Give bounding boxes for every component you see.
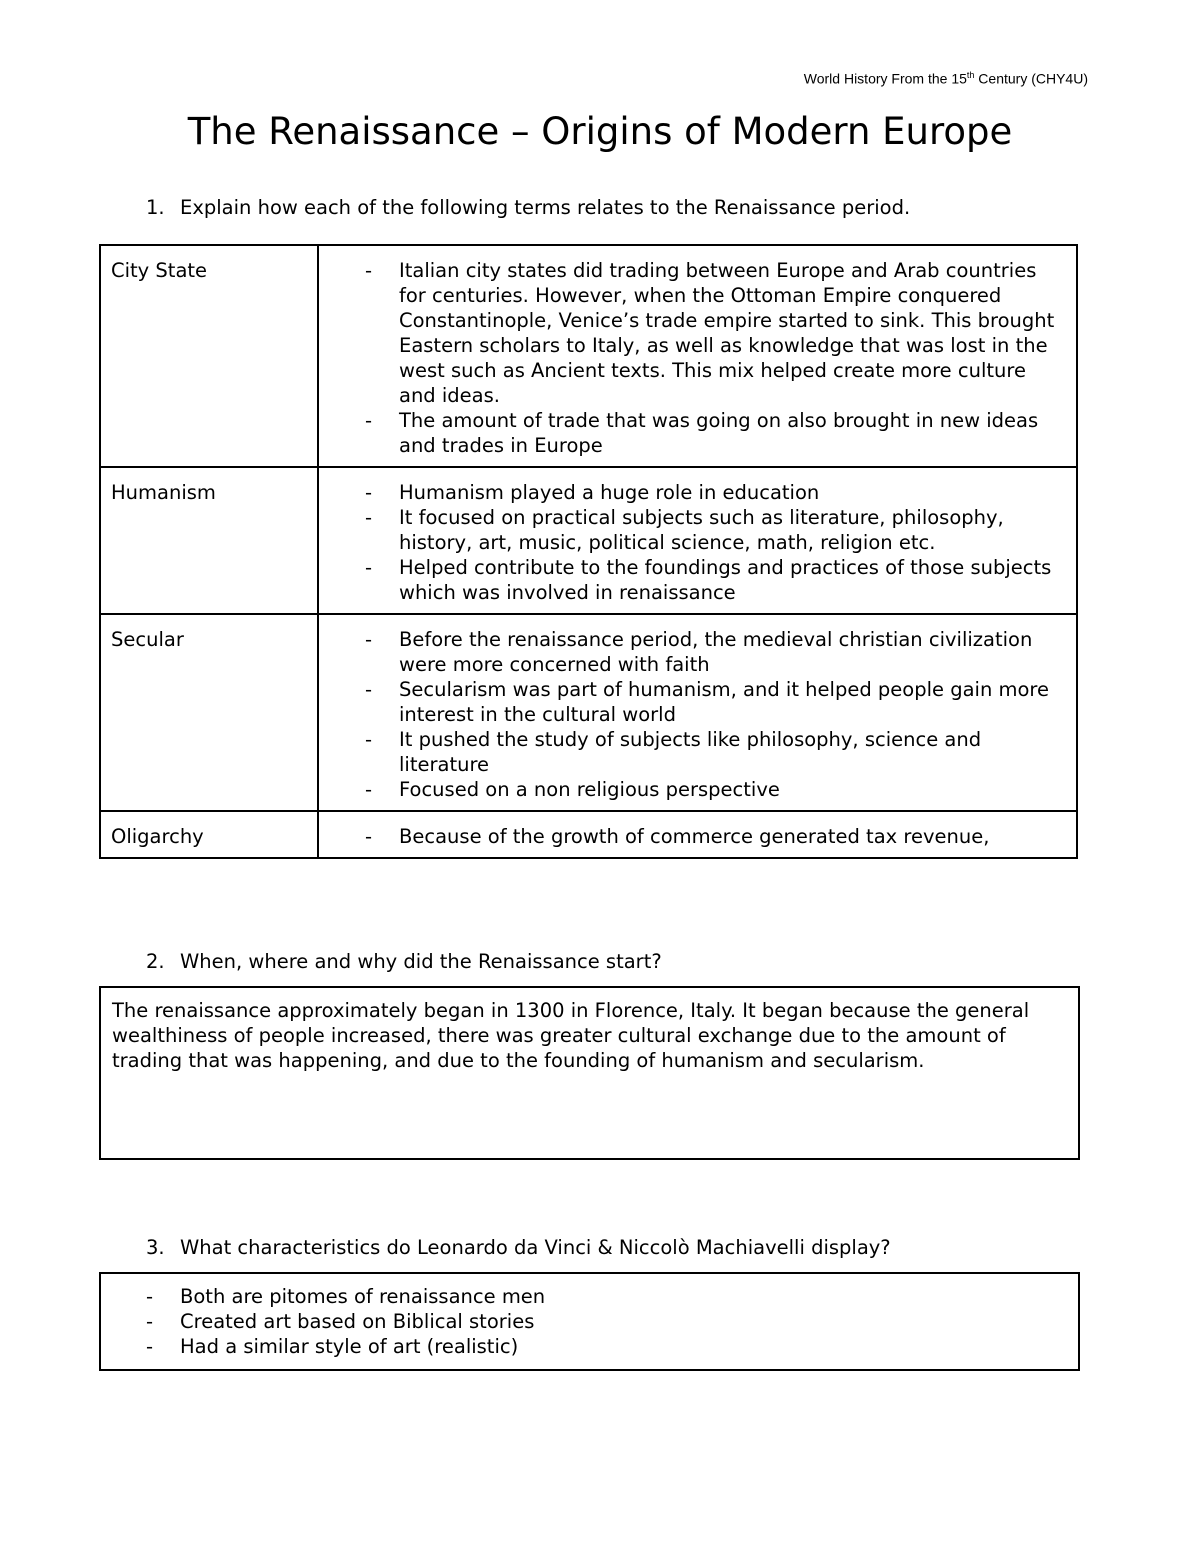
course-header-suffix: Century (CHY4U) [974, 70, 1088, 87]
question-3 [146, 1236, 891, 1259]
list-item: - Secularism was part of humanism, and it helped people gain more interest in the cultural world [365, 677, 1066, 727]
course-header-superscript: th [966, 70, 975, 80]
question-2 [146, 950, 662, 973]
course-header-prefix: World History From the 15 [803, 70, 967, 87]
description-cell [318, 467, 1077, 614]
term-cell: Humanism [100, 467, 318, 614]
term-cell: City State [100, 245, 318, 467]
list-item: - It focused on practical subjects such as literature, philosophy, history, art, music, political science, math, religion etc. [365, 505, 1066, 555]
table-row [100, 811, 1077, 858]
terms-table [99, 244, 1078, 859]
answer-2-text: The renaissance approximately began in 1300 in Florence, Italy. It began because the general wealthiness of people increased, there was greater cultural exchange due to the amount of trading that was happening, and due to the founding of humanism and secularism. [112, 999, 1030, 1072]
table-row [100, 245, 1077, 467]
page-title: The Renaissance – Origins of Modern Europe [187, 110, 1013, 153]
question-1-number: 1. [146, 196, 165, 219]
description-cell [318, 811, 1077, 858]
list-item: - The amount of trade that was going on also brought in new ideas and trades in Europe [365, 408, 1066, 458]
question-3-number: 3. [146, 1236, 165, 1259]
question-1 [146, 196, 910, 219]
description-list [365, 627, 1066, 802]
list-item: - Before the renaissance period, the medieval christian civilization were more concerned with faith [365, 627, 1066, 677]
list-item: - Humanism played a huge role in education [365, 480, 1066, 505]
answer-3-list [146, 1284, 1067, 1359]
description-list [365, 480, 1066, 605]
list-item: - Focused on a non religious perspective [365, 777, 1066, 802]
list-item: - Created art based on Biblical stories [146, 1309, 1067, 1334]
term-cell: Secular [100, 614, 318, 811]
description-cell [318, 614, 1077, 811]
list-item: - It pushed the study of subjects like philosophy, science and literature [365, 727, 1066, 777]
list-item: - Both are pitomes of renaissance men [146, 1284, 1067, 1309]
list-item: - Italian city states did trading between Europe and Arab countries for centuries. However, when the Ottoman Empire conquered Constantinople, Venice’s trade empire started to sink. This brought Eastern scholars to Italy, as well as knowledge that was lost in the west such as Ancient texts. This mix helped create more culture and ideas. [365, 258, 1066, 408]
list-item: - Helped contribute to the foundings and practices of those subjects which was involved in renaissance [365, 555, 1066, 605]
table-row [100, 614, 1077, 811]
answer-2-box [99, 986, 1080, 1160]
question-1-text: Explain how each of the following terms relates to the Renaissance period. [180, 196, 911, 219]
description-cell [318, 245, 1077, 467]
description-list [365, 258, 1066, 458]
description-list [365, 824, 1066, 849]
question-2-text: When, where and why did the Renaissance start? [180, 950, 662, 973]
list-item: - Because of the growth of commerce generated tax revenue, [365, 824, 1066, 849]
course-header [804, 70, 1088, 87]
question-3-text: What characteristics do Leonardo da Vinci & Niccolò Machiavelli display? [180, 1236, 891, 1259]
answer-3-box [99, 1272, 1080, 1371]
question-2-number: 2. [146, 950, 165, 973]
list-item: - Had a similar style of art (realistic) [146, 1334, 1067, 1359]
table-row [100, 467, 1077, 614]
term-cell: Oligarchy [100, 811, 318, 858]
